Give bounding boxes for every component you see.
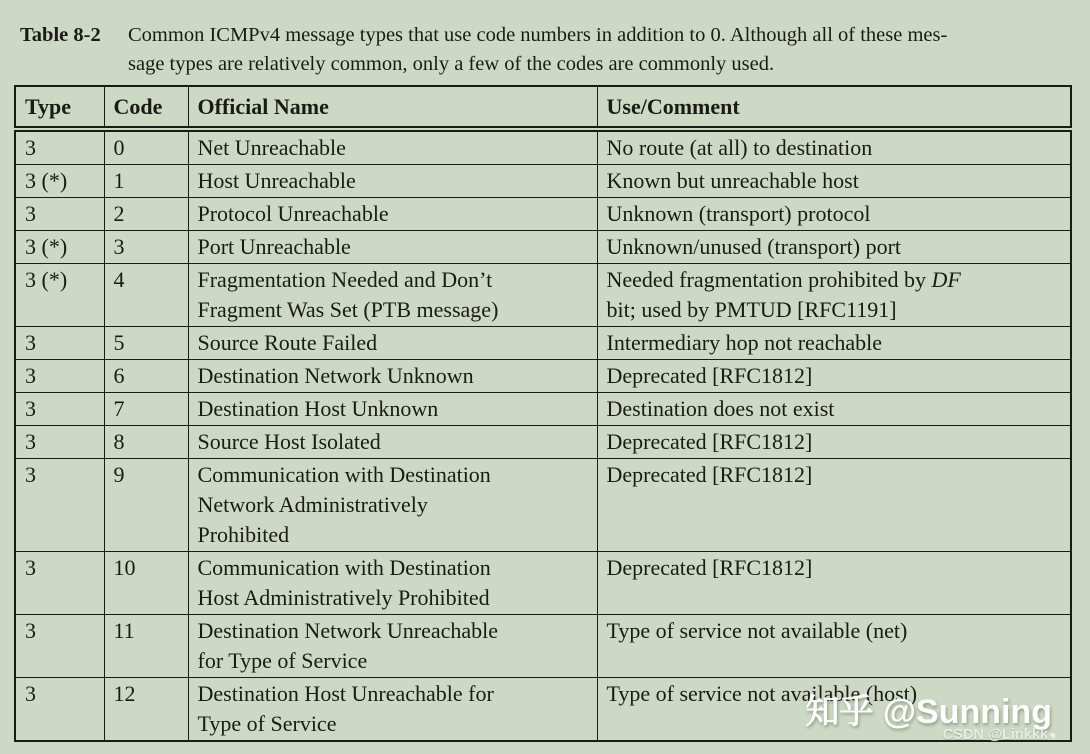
caption-line-1: Common ICMPv4 message types that use code numbers in addition to 0. Although all of these mes- [128, 24, 948, 46]
cell-type: 3 [15, 360, 104, 393]
table-row [15, 360, 1071, 393]
table-row [15, 129, 1071, 165]
caption-label: Table 8-2 [20, 24, 101, 46]
table-row [15, 426, 1071, 459]
cell-name: Protocol Unreachable [188, 198, 597, 231]
cell-type: 3 [15, 615, 104, 678]
cell-name: Host Unreachable [188, 165, 597, 198]
cell-comment: Deprecated [RFC1812] [597, 426, 1071, 459]
cell-name: Destination Network Unreachable for Type of Service [188, 615, 597, 678]
cell-code: 0 [104, 129, 188, 165]
table-row [15, 165, 1071, 198]
cell-comment: Intermediary hop not reachable [597, 327, 1071, 360]
icmp-message-types-table [14, 85, 1072, 742]
zhihu-watermark: 知乎 @Sunning [805, 693, 1052, 731]
table-row [15, 264, 1071, 327]
cell-code: 10 [104, 552, 188, 615]
col-header-type: Type [15, 86, 104, 129]
cell-comment: Deprecated [RFC1812] [597, 360, 1071, 393]
cell-comment: Known but unreachable host [597, 165, 1071, 198]
cell-type: 3 [15, 129, 104, 165]
table-caption [0, 0, 1090, 79]
cell-comment: No route (at all) to destination [597, 129, 1071, 165]
cell-code: 7 [104, 393, 188, 426]
table-row [15, 615, 1071, 678]
cell-code: 6 [104, 360, 188, 393]
col-header-code: Code [104, 86, 188, 129]
cell-code: 12 [104, 678, 188, 742]
caption-line-2: sage types are relatively common, only a few of the codes are commonly used. [128, 53, 775, 75]
cell-name: Fragmentation Needed and Don’t Fragment Was Set (PTB message) [188, 264, 597, 327]
table-row [15, 552, 1071, 615]
cell-type: 3 [15, 198, 104, 231]
cell-type: 3 [15, 678, 104, 742]
cell-type: 3 [15, 426, 104, 459]
col-header-comment: Use/Comment [597, 86, 1071, 129]
csdn-watermark-text: CSDN @Linkkk [942, 727, 1048, 743]
cell-name: Destination Host Unknown [188, 393, 597, 426]
cell-code: 4 [104, 264, 188, 327]
csdn-watermark [943, 727, 1056, 743]
cell-type: 3 [15, 459, 104, 552]
cell-comment: Type of service not available (net) [597, 615, 1071, 678]
cell-comment: Deprecated [RFC1812] [597, 459, 1071, 552]
cell-name: Communication with Destination Host Administratively Prohibited [188, 552, 597, 615]
cell-name: Destination Network Unknown [188, 360, 597, 393]
table-row [15, 198, 1071, 231]
cell-type: 3 [15, 552, 104, 615]
cell-type: 3 [15, 327, 104, 360]
cell-type: 3 [15, 393, 104, 426]
cell-name: Destination Host Unreachable for Type of Service [188, 678, 597, 742]
cell-code: 11 [104, 615, 188, 678]
cell-name: Net Unreachable [188, 129, 597, 165]
col-header-name: Official Name [188, 86, 597, 129]
cell-name: Communication with Destination Network Administratively Prohibited [188, 459, 597, 552]
cell-code: 3 [104, 231, 188, 264]
cell-type: 3 (*) [15, 165, 104, 198]
cell-code: 9 [104, 459, 188, 552]
cell-comment: Deprecated [RFC1812] [597, 552, 1071, 615]
table-row [15, 327, 1071, 360]
cell-comment: Unknown/unused (transport) port [597, 231, 1071, 264]
header-row [15, 86, 1071, 129]
cell-name: Source Host Isolated [188, 426, 597, 459]
table-row [15, 393, 1071, 426]
cell-comment: Destination does not exist [597, 393, 1071, 426]
cell-code: 1 [104, 165, 188, 198]
cell-code: 8 [104, 426, 188, 459]
table-row [15, 459, 1071, 552]
cell-type: 3 (*) [15, 231, 104, 264]
table-row [15, 231, 1071, 264]
cell-name: Port Unreachable [188, 231, 597, 264]
cell-comment: Unknown (transport) protocol [597, 198, 1071, 231]
cell-comment: Type of service not available (host) [597, 678, 1071, 742]
cell-code: 5 [104, 327, 188, 360]
cell-comment: Needed fragmentation prohibited by DF bit; used by PMTUD [RFC1191] [597, 264, 1071, 327]
cell-name: Source Route Failed [188, 327, 597, 360]
cell-code: 2 [104, 198, 188, 231]
cell-type: 3 (*) [15, 264, 104, 327]
caption-text [128, 21, 947, 79]
